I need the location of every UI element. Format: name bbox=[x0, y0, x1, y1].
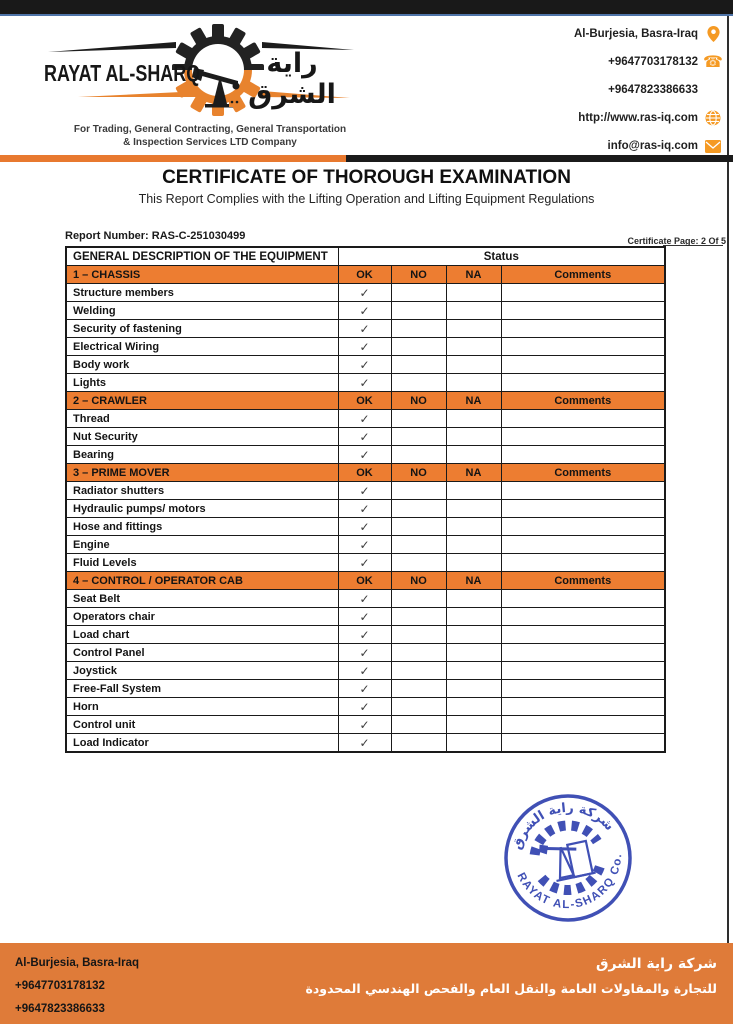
item-name-cell: Structure members bbox=[66, 284, 338, 302]
comments-cell bbox=[501, 662, 665, 680]
item-name-cell: Control unit bbox=[66, 716, 338, 734]
na-cell bbox=[446, 410, 501, 428]
item-row bbox=[66, 626, 665, 644]
page-subtitle: This Report Complies with the Lifting Operation and Lifting Equipment Regulations bbox=[138, 192, 595, 206]
na-cell bbox=[446, 500, 501, 518]
item-row bbox=[66, 356, 665, 374]
contact-phone1: +9647703178132 bbox=[608, 56, 698, 68]
item-name-cell: Body work bbox=[66, 356, 338, 374]
item-row bbox=[66, 608, 665, 626]
check-icon: ✓ bbox=[338, 536, 391, 554]
item-row bbox=[66, 428, 665, 446]
item-name-cell: Welding bbox=[66, 302, 338, 320]
comments-cell bbox=[501, 446, 665, 464]
header-contact-block bbox=[574, 20, 721, 160]
check-icon: ✓ bbox=[338, 446, 391, 464]
comments-cell bbox=[501, 428, 665, 446]
status-column-label-cell: NO bbox=[391, 266, 446, 284]
top-black-bar bbox=[0, 0, 733, 16]
stamp-text-arabic: شركة راية الشرق bbox=[509, 800, 617, 852]
status-column-label-cell: NA bbox=[446, 392, 501, 410]
section-title-cell: 3 – PRIME MOVER bbox=[66, 464, 338, 482]
no-cell bbox=[391, 338, 446, 356]
status-column-label-cell: OK bbox=[338, 392, 391, 410]
item-name-cell: Joystick bbox=[66, 662, 338, 680]
company-stamp bbox=[498, 788, 638, 928]
no-cell bbox=[391, 608, 446, 626]
check-icon: ✓ bbox=[338, 608, 391, 626]
status-column-label-cell: NA bbox=[446, 464, 501, 482]
no-cell bbox=[391, 734, 446, 753]
item-row bbox=[66, 662, 665, 680]
check-icon: ✓ bbox=[338, 644, 391, 662]
item-name-cell: Thread bbox=[66, 410, 338, 428]
item-name-cell: Seat Belt bbox=[66, 590, 338, 608]
footer-company-ar-line1: شركة راية الشرق bbox=[596, 956, 717, 972]
footer-bar bbox=[0, 943, 733, 1024]
contact-phone2-row bbox=[574, 76, 721, 104]
na-cell bbox=[446, 518, 501, 536]
comments-cell bbox=[501, 608, 665, 626]
company-name-ar: راية الشرق bbox=[248, 48, 336, 110]
na-cell bbox=[446, 374, 501, 392]
check-icon: ✓ bbox=[338, 410, 391, 428]
comments-cell bbox=[501, 536, 665, 554]
company-tagline: For Trading, General Contracting, General Transportation & Inspection Services LTD Company bbox=[73, 124, 347, 148]
no-cell bbox=[391, 626, 446, 644]
comments-cell bbox=[501, 734, 665, 753]
no-cell bbox=[391, 428, 446, 446]
item-name-cell: Radiator shutters bbox=[66, 482, 338, 500]
comments-cell bbox=[501, 518, 665, 536]
na-cell bbox=[446, 482, 501, 500]
check-icon: ✓ bbox=[338, 338, 391, 356]
status-header-cell: Status bbox=[338, 247, 665, 266]
na-cell bbox=[446, 446, 501, 464]
contact-address-row bbox=[574, 20, 721, 48]
item-name-cell: Nut Security bbox=[66, 428, 338, 446]
item-row bbox=[66, 590, 665, 608]
item-row bbox=[66, 482, 665, 500]
no-cell bbox=[391, 536, 446, 554]
item-name-cell: Fluid Levels bbox=[66, 554, 338, 572]
section-title-cell: 2 – CRAWLER bbox=[66, 392, 338, 410]
item-name-cell: Load chart bbox=[66, 626, 338, 644]
contact-phone2: +9647823386633 bbox=[608, 84, 698, 96]
na-cell bbox=[446, 338, 501, 356]
check-icon: ✓ bbox=[338, 698, 391, 716]
globe-icon bbox=[705, 110, 721, 126]
report-number: Report Number: RAS-C-251030499 bbox=[65, 230, 246, 242]
na-cell bbox=[446, 536, 501, 554]
item-name-cell: Lights bbox=[66, 374, 338, 392]
no-cell bbox=[391, 590, 446, 608]
section-title-cell: 1 – CHASSIS bbox=[66, 266, 338, 284]
page-title: CERTIFICATE OF THOROUGH EXAMINATION bbox=[162, 167, 571, 188]
no-cell bbox=[391, 662, 446, 680]
status-column-label-cell: NO bbox=[391, 572, 446, 590]
section-header-row bbox=[66, 464, 665, 482]
check-icon: ✓ bbox=[338, 482, 391, 500]
status-column-label-cell: Comments bbox=[501, 266, 665, 284]
comments-cell bbox=[501, 698, 665, 716]
status-column-label-cell: Comments bbox=[501, 464, 665, 482]
na-cell bbox=[446, 698, 501, 716]
item-row bbox=[66, 410, 665, 428]
status-column-label-cell: OK bbox=[338, 464, 391, 482]
item-row bbox=[66, 500, 665, 518]
na-cell bbox=[446, 626, 501, 644]
comments-cell bbox=[501, 590, 665, 608]
divider-bar-orange bbox=[0, 155, 346, 162]
item-row bbox=[66, 554, 665, 572]
item-name-cell: Electrical Wiring bbox=[66, 338, 338, 356]
status-column-label-cell: Comments bbox=[501, 392, 665, 410]
item-name-cell: Hydraulic pumps/ motors bbox=[66, 500, 338, 518]
status-column-label-cell: NA bbox=[446, 266, 501, 284]
check-icon: ✓ bbox=[338, 374, 391, 392]
na-cell bbox=[446, 302, 501, 320]
check-icon: ✓ bbox=[338, 356, 391, 374]
item-row bbox=[66, 446, 665, 464]
check-icon: ✓ bbox=[338, 680, 391, 698]
section-title-cell: 4 – CONTROL / OPERATOR CAB bbox=[66, 572, 338, 590]
na-cell bbox=[446, 356, 501, 374]
no-cell bbox=[391, 284, 446, 302]
no-cell bbox=[391, 644, 446, 662]
comments-cell bbox=[501, 374, 665, 392]
section-header-row bbox=[66, 392, 665, 410]
check-icon: ✓ bbox=[338, 626, 391, 644]
comments-cell bbox=[501, 680, 665, 698]
check-icon: ✓ bbox=[338, 302, 391, 320]
na-cell bbox=[446, 284, 501, 302]
item-row bbox=[66, 536, 665, 554]
no-cell bbox=[391, 698, 446, 716]
check-icon: ✓ bbox=[338, 518, 391, 536]
contact-address: Al-Burjesia, Basra-Iraq bbox=[574, 28, 698, 40]
comments-cell bbox=[501, 644, 665, 662]
comments-cell bbox=[501, 500, 665, 518]
item-row bbox=[66, 734, 665, 753]
comments-cell bbox=[501, 482, 665, 500]
check-icon: ✓ bbox=[338, 320, 391, 338]
footer-address: Al-Burjesia, Basra-Iraq bbox=[15, 957, 139, 969]
no-cell bbox=[391, 554, 446, 572]
comments-cell bbox=[501, 626, 665, 644]
comments-cell bbox=[501, 356, 665, 374]
no-cell bbox=[391, 518, 446, 536]
no-cell bbox=[391, 356, 446, 374]
section-header-row bbox=[66, 572, 665, 590]
item-name-cell: Operators chair bbox=[66, 608, 338, 626]
na-cell bbox=[446, 428, 501, 446]
na-cell bbox=[446, 320, 501, 338]
item-name-cell: Bearing bbox=[66, 446, 338, 464]
comments-cell bbox=[501, 338, 665, 356]
na-cell bbox=[446, 590, 501, 608]
no-cell bbox=[391, 302, 446, 320]
item-name-cell: Load Indicator bbox=[66, 734, 338, 753]
phone-icon: ☎ bbox=[703, 52, 723, 71]
na-cell bbox=[446, 716, 501, 734]
contact-website: http://www.ras-iq.com bbox=[578, 112, 698, 124]
contact-website-row bbox=[574, 104, 721, 132]
section-header-row bbox=[66, 266, 665, 284]
phone2-icon-spacer bbox=[705, 82, 721, 98]
na-cell bbox=[446, 554, 501, 572]
footer-company-block bbox=[306, 951, 718, 1001]
item-row bbox=[66, 374, 665, 392]
status-column-label-cell: NO bbox=[391, 464, 446, 482]
equipment-table-body bbox=[66, 247, 665, 752]
na-cell bbox=[446, 662, 501, 680]
item-row bbox=[66, 302, 665, 320]
check-icon: ✓ bbox=[338, 428, 391, 446]
check-icon: ✓ bbox=[338, 284, 391, 302]
status-column-label-cell: OK bbox=[338, 572, 391, 590]
no-cell bbox=[391, 716, 446, 734]
item-row bbox=[66, 698, 665, 716]
item-row bbox=[66, 320, 665, 338]
no-cell bbox=[391, 500, 446, 518]
na-cell bbox=[446, 734, 501, 753]
item-name-cell: Hose and fittings bbox=[66, 518, 338, 536]
no-cell bbox=[391, 410, 446, 428]
na-cell bbox=[446, 680, 501, 698]
na-cell bbox=[446, 608, 501, 626]
check-icon: ✓ bbox=[338, 554, 391, 572]
swoosh-upper-left bbox=[48, 42, 176, 52]
stamp-text-english: RAYAT AL-SHARQ Co. bbox=[514, 852, 625, 912]
item-name-cell: Free-Fall System bbox=[66, 680, 338, 698]
no-cell bbox=[391, 320, 446, 338]
no-cell bbox=[391, 482, 446, 500]
comments-cell bbox=[501, 716, 665, 734]
company-name-en: RAYAT AL-SHARQ bbox=[44, 60, 201, 86]
item-name-cell: Engine bbox=[66, 536, 338, 554]
footer-phone2: +9647823386633 bbox=[15, 1003, 105, 1015]
item-row bbox=[66, 284, 665, 302]
contact-phone1-row bbox=[574, 48, 721, 76]
footer-phone1: +9647703178132 bbox=[15, 980, 105, 992]
item-row bbox=[66, 338, 665, 356]
location-pin-icon bbox=[705, 26, 721, 42]
comments-cell bbox=[501, 302, 665, 320]
item-name-cell: Security of fastening bbox=[66, 320, 338, 338]
item-row bbox=[66, 680, 665, 698]
check-icon: ✓ bbox=[338, 662, 391, 680]
status-column-label-cell: NA bbox=[446, 572, 501, 590]
footer-contact-block bbox=[15, 952, 139, 1021]
check-icon: ✓ bbox=[338, 716, 391, 734]
envelope-icon bbox=[705, 138, 721, 154]
item-row bbox=[66, 518, 665, 536]
contact-email: info@ras-iq.com bbox=[607, 140, 698, 152]
check-icon: ✓ bbox=[338, 590, 391, 608]
item-row bbox=[66, 716, 665, 734]
certificate-page-label: Certificate Page: 2 Of 5 bbox=[627, 236, 726, 246]
item-name-cell: Horn bbox=[66, 698, 338, 716]
no-cell bbox=[391, 446, 446, 464]
status-column-label-cell: NO bbox=[391, 392, 446, 410]
footer-company-ar-line2: للتجارة والمقاولات العامة والنقل العام والفحص الهندسي المحدودة bbox=[305, 981, 717, 996]
no-cell bbox=[391, 680, 446, 698]
comments-cell bbox=[501, 284, 665, 302]
status-column-label-cell: Comments bbox=[501, 572, 665, 590]
comments-cell bbox=[501, 554, 665, 572]
check-icon: ✓ bbox=[338, 734, 391, 753]
item-row bbox=[66, 644, 665, 662]
table-header-row bbox=[66, 247, 665, 266]
divider-bar-black bbox=[346, 155, 733, 162]
status-column-label-cell: OK bbox=[338, 266, 391, 284]
no-cell bbox=[391, 374, 446, 392]
equipment-table bbox=[65, 246, 666, 753]
check-icon: ✓ bbox=[338, 500, 391, 518]
na-cell bbox=[446, 644, 501, 662]
item-name-cell: Control Panel bbox=[66, 644, 338, 662]
comments-cell bbox=[501, 320, 665, 338]
description-header-cell: GENERAL DESCRIPTION OF THE EQUIPMENT bbox=[66, 247, 338, 266]
comments-cell bbox=[501, 410, 665, 428]
